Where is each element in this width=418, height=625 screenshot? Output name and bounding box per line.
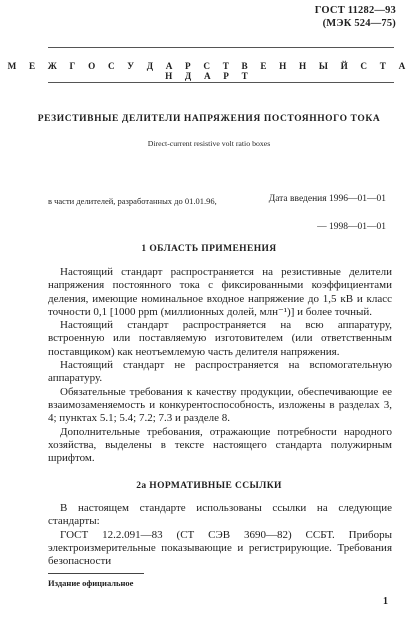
effective-dates [269,185,386,241]
section-1-body [48,266,392,465]
footnote-rule [48,573,144,574]
paragraph: Настоящий стандарт распространяется на резистивные делители напряжения постоянного тока с фиксированными коэффициентами деления, имеющие номинальное входное напряжение до 1,5 кВ и класс точности 0,1 [1000 ppm (миллионных долей, млн⁻¹)] и более точный. [48,266,392,318]
document-subtitle: Direct-current resistive volt ratio boxes [147,139,271,148]
section-2-body [48,502,392,568]
official-edition-note: Издание официальное [48,578,134,588]
paragraph: В настоящем стандарте использованы ссылки на следующие стандарты: [48,502,392,528]
iec-number: (МЭК 524—75) [322,18,396,29]
paragraph: Обязательные требования к качеству продукции, обеспечивающие ее взаимозаменяемость и конкурентоспособность, изложены в разделах 3, 4; пунктах 5.1; 5.4; 7.2; 7.3 и разделе 8. [48,385,392,425]
gost-number: ГОСТ 11282—93 [314,5,396,16]
document-title: РЕЗИСТИВНЫЕ ДЕЛИТЕЛИ НАПРЯЖЕНИЯ ПОСТОЯННОГО ТОКА [37,114,381,124]
standard-rule [48,82,394,83]
paragraph: ГОСТ 12.2.091—83 (СТ СЭВ 3690—82) ССБТ. Приборы электроизмерительные показывающие и регистрирующие. Требования безопасности [48,528,392,568]
paragraph: Настоящий стандарт не распространяется на вспомогательную аппаратуру. [48,359,392,385]
page-number: 1 [383,596,388,607]
second-date: — 1998—01—01 [317,222,386,232]
standard-type: М Е Ж Г О С У Д А Р С Т В Е Н Н Ы Й С Т А Н Д А Р Т [7,61,411,81]
paragraph: Дополнительные требования, отражающие потребности народного хозяйства, выделены в тексте настоящего стандарта полужирным шрифтом. [48,425,392,465]
section-2-title: 2а НОРМАТИВНЫЕ ССЫЛКИ [136,481,282,491]
gost-header [315,4,396,30]
intro-date: Дата введения 1996—01—01 [268,194,386,204]
top-rule [48,47,394,48]
section-1-title: 1 ОБЛАСТЬ ПРИМЕНЕНИЯ [141,244,277,254]
scope-note: в части делителей, разработанных до 01.01.96, [48,196,217,206]
paragraph: Настоящий стандарт распространяется на всю аппаратуру, встроенную или поставляемую изготовителем (или ответственным поставщиком) как неотъемлемую часть делителя напряжения. [48,319,392,358]
